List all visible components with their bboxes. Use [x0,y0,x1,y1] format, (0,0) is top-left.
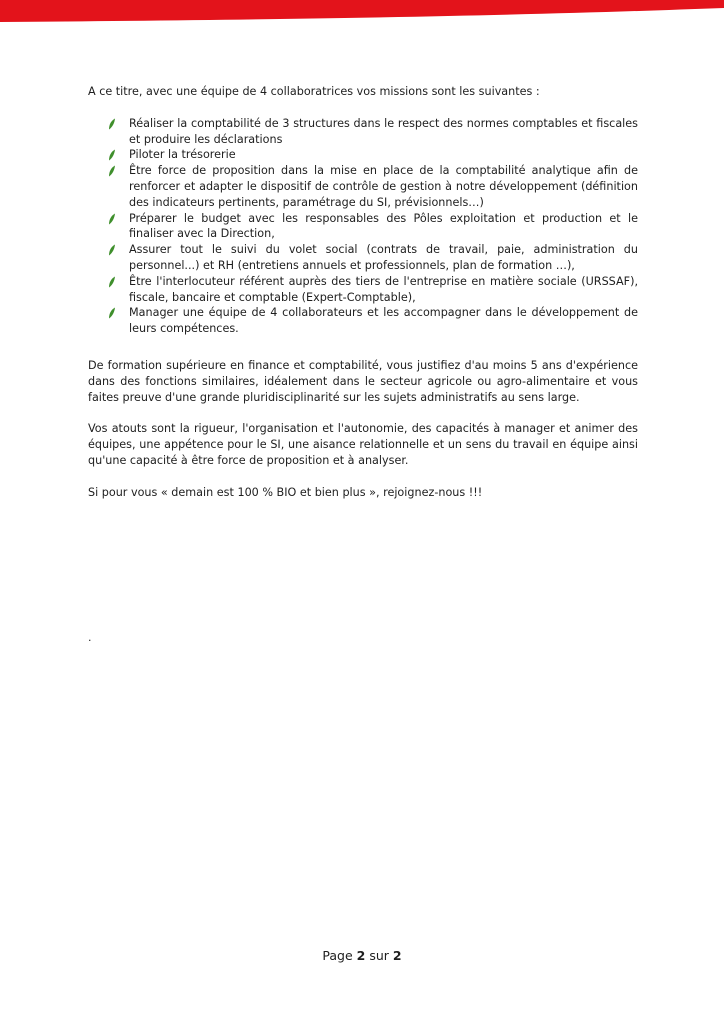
mission-text: Préparer le budget avec les responsables des Pôles exploitation et production et le finaliser avec la Direction, [129,211,638,241]
leaf-bullet-icon [108,213,116,225]
leaf-bullet-icon [108,118,116,130]
profile-paragraph: De formation supérieure en finance et comptabilité, vous justifiez d'au moins 5 ans d'expérience dans des fonctions similaires, idéalement dans le secteur agricole ou agro-alimentaire et vous faites preuve d'une grande pluridisciplinarité sur les sujets administratifs au sens large. [88,358,638,404]
mission-item [129,274,638,306]
missions-list [88,116,638,337]
assets-paragraph: Vos atouts sont la rigueur, l'organisation et l'autonomie, des capacités à manager et animer des équipes, une appétence pour le SI, une aisance relationnelle et un sens du travail en équipe ainsi qu'une capacité à être force de proposition et à analyser. [88,422,638,467]
page-footer [0,947,724,965]
leaf-bullet-icon [108,307,116,319]
mission-item [129,242,638,274]
footer-of-word: sur [369,948,389,963]
footer-total-pages: 2 [392,948,402,963]
mission-text: Être l'interlocuteur référent auprès des tiers de l'entreprise en matière sociale (URSSAF), fiscale, bancaire et comptable (Expert-Comptable), [129,274,638,304]
leaf-bullet-icon [108,165,116,177]
mission-item [129,116,638,148]
footer-page-number: 2 [356,948,366,963]
closing-sentence: Si pour vous « demain est 100 % BIO et bien plus », rejoignez-nous !!! [88,485,483,499]
mission-item [129,211,638,243]
top-red-band-shape [0,0,724,22]
mission-text: Manager une équipe de 4 collaborateurs et les accompagner dans le développement de leurs compétences. [129,306,638,336]
intro-sentence: A ce titre, avec une équipe de 4 collaboratrices vos missions sont les suivantes : [88,85,540,98]
top-red-band [0,0,724,22]
mission-text: Être force de proposition dans la mise en place de la comptabilité analytique afin de renforcer et adapter le dispositif de contrôle de gestion à notre développement (définition des indicateurs pertinents, paramétrage du SI, prévisionnels…) [129,164,638,209]
mission-item [129,163,638,210]
leaf-bullet-icon [108,276,116,288]
mission-text: Piloter la trésorerie [129,148,236,162]
leaf-bullet-icon [108,244,116,256]
mission-text: Réaliser la comptabilité de 3 structures dans le respect des normes comptables et fiscales et produire les déclarations [129,116,638,146]
stray-dot: . [88,631,92,644]
leaf-bullet-icon [108,149,116,161]
mission-item [129,147,638,163]
footer-page-word: Page [322,948,353,963]
mission-item [129,305,638,337]
document-body [88,84,638,501]
mission-text: Assurer tout le suivi du volet social (contrats de travail, paie, administration du personnel...) et RH (entretiens annuels et professionnels, plan de formation …), [129,243,638,272]
